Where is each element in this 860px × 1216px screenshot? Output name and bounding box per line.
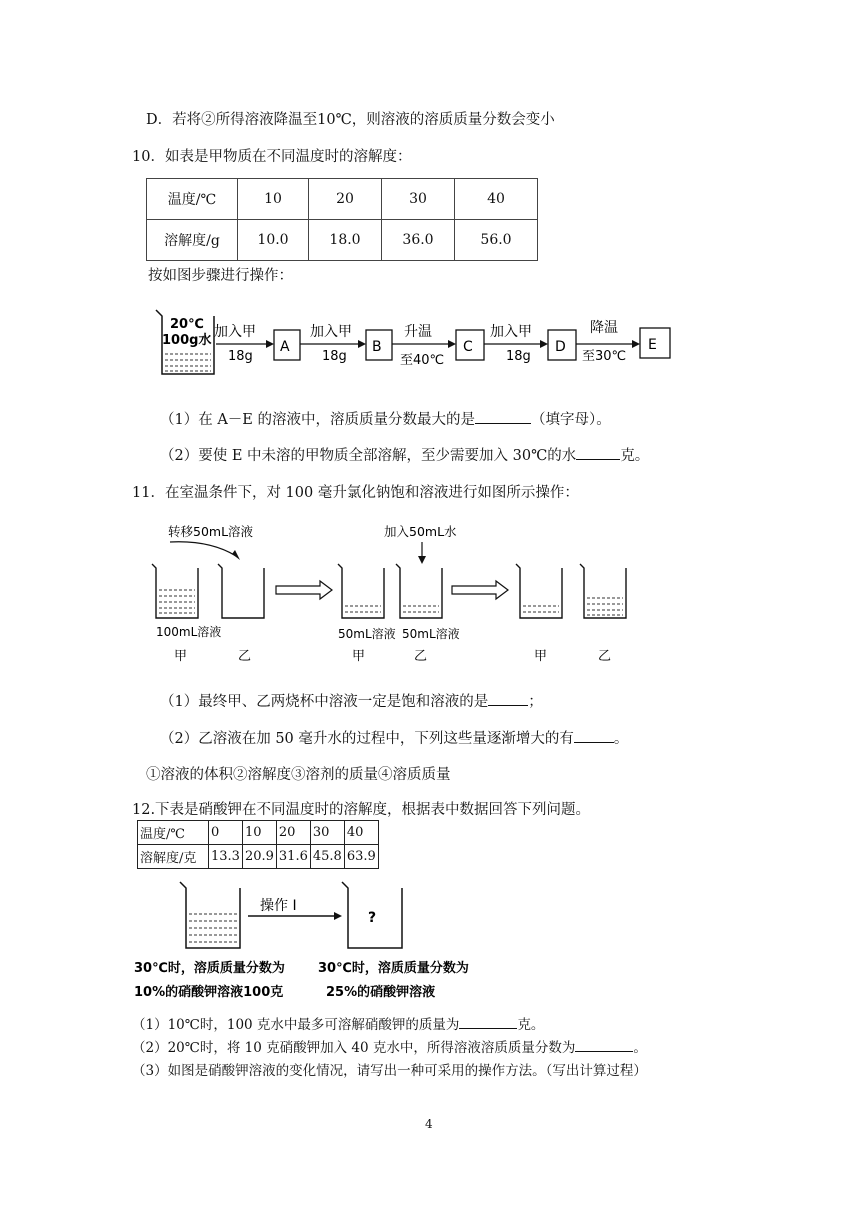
solution-hatching (165, 354, 211, 371)
step5-top-label: 降温 (590, 320, 618, 336)
label-jia-3: 甲 (534, 649, 548, 664)
table-cell: 10.0 (238, 220, 309, 261)
table-header-cell: 温度/℃ (138, 821, 209, 845)
beaker-icon (180, 882, 240, 948)
table-cell: 56.0 (455, 220, 538, 261)
arrow-icon (334, 912, 342, 920)
arrow-icon (266, 340, 274, 348)
hollow-arrow-icon (452, 581, 508, 599)
q9-option-d: D．若将②所得溶液降温至10℃，则溶液的溶质质量分数会变小 (146, 112, 555, 128)
answer-blank[interactable] (488, 691, 528, 706)
table-cell: 30 (310, 821, 344, 845)
q11-stem: 11．在室温条件下，对 100 毫升氯化钠饱和溶液进行如图所示操作： (132, 485, 579, 501)
arrow-icon (540, 340, 548, 348)
box-e-label: E (648, 337, 657, 353)
answer-blank[interactable] (575, 1037, 633, 1052)
q12-sub1-text: （1）10℃时，100 克水中最多可溶解硝酸钾的质量为 (132, 1017, 460, 1033)
table-cell: 40 (455, 179, 538, 220)
table-cell: 45.8 (310, 845, 344, 869)
beaker-icon (338, 564, 384, 618)
arrow-icon (358, 340, 366, 348)
table-cell: 63.9 (344, 845, 378, 869)
arrow-icon (632, 340, 640, 348)
step1-bottom-label: 18g (228, 349, 253, 364)
table-cell: 20 (309, 179, 382, 220)
beaker-icon (218, 564, 264, 618)
box-d-label: D (555, 339, 566, 355)
hollow-arrow-icon (276, 581, 332, 599)
label-50ml-b: 50mL溶液 (402, 627, 460, 641)
q11-options: ①溶液的体积②溶解度③溶剂的质量④溶质质量 (146, 767, 451, 783)
q12-stem: 12.下表是硝酸钾在不同温度时的溶解度，根据表中数据回答下列问题。 (132, 802, 591, 818)
table-cell: 20.9 (242, 845, 276, 869)
q11-sub1-text: （1）最终甲、乙两烧杯中溶液一定是饱和溶液的是 (160, 694, 489, 710)
answer-blank[interactable] (459, 1014, 517, 1029)
right-caption-1: 30℃时，溶质质量分数为 (318, 961, 469, 976)
table-row (147, 220, 538, 261)
table-cell: 10 (242, 821, 276, 845)
q11-sub1 (160, 690, 543, 711)
q10-sub2-text: （2）要使 E 中未溶的甲物质全部溶解，至少需要加入 30℃的水 (160, 448, 577, 464)
table-cell: 40 (344, 821, 378, 845)
label-100ml: 100mL溶液 (156, 625, 222, 639)
left-caption-2: 10%的硝酸钾溶液100克 (134, 985, 284, 1000)
step5-bottom-label: 至30℃ (582, 349, 627, 364)
q12-sub3: （3）如图是硝酸钾溶液的变化情况，请写出一种可采用的操作方法。（写出计算过程） (132, 1063, 647, 1079)
q11-sub1-suffix: ； (528, 694, 543, 710)
q10-solubility-table (146, 178, 538, 261)
q10-stem: 10．如表是甲物质在不同温度时的溶解度： (132, 149, 412, 165)
arrow-down-icon (418, 556, 426, 564)
table-header-cell: 温度/℃ (147, 179, 238, 220)
label-yi-1: 乙 (238, 649, 252, 664)
beaker-water-label: 100g水 (162, 333, 212, 348)
arrow-icon (448, 340, 456, 348)
q12-sub2-text: （2）20℃时，将 10 克硝酸钾加入 40 克水中，所得溶液溶质质量分数为 (132, 1040, 576, 1056)
q12-solubility-table (137, 820, 379, 869)
operation-label: 操作 I (260, 898, 297, 914)
table-cell: 10 (238, 179, 309, 220)
beaker-icon (516, 564, 562, 618)
q11-sub2-text: （2）乙溶液在加 50 毫升水的过程中，下列这些量逐渐增大的有 (160, 731, 574, 747)
q10-sub2 (160, 444, 649, 465)
q12-sub1-suffix: 克。 (517, 1017, 545, 1033)
q12-sub2-suffix: 。 (633, 1040, 647, 1056)
table-row (147, 179, 538, 220)
step4-bottom-label: 18g (506, 349, 531, 364)
table-cell: 31.6 (276, 845, 310, 869)
label-jia-1: 甲 (174, 649, 188, 664)
transfer-label: 转移50mL溶液 (168, 524, 254, 539)
q11-process-diagram (140, 518, 660, 668)
q10-sub1-suffix: （填字母）。 (531, 412, 611, 428)
beaker-icon (152, 564, 198, 618)
q10-instruction: 按如图步骤进行操作： (148, 268, 293, 284)
q11-sub2-suffix: 。 (613, 731, 629, 747)
q10-process-diagram (150, 300, 690, 380)
q10-sub2-suffix: 克。 (620, 448, 650, 464)
label-50ml-a: 50mL溶液 (338, 627, 396, 641)
step4-top-label: 加入甲 (490, 324, 532, 340)
page-number: 4 (425, 1117, 433, 1131)
step2-top-label: 加入甲 (310, 324, 352, 340)
q12-process-diagram (130, 874, 510, 1004)
label-jia-2: 甲 (352, 649, 366, 664)
q12-sub1 (132, 1013, 544, 1033)
answer-blank[interactable] (475, 409, 531, 424)
q12-sub2 (132, 1036, 647, 1056)
table-header-cell: 溶解度/克 (138, 845, 209, 869)
table-header-cell: 溶解度/g (147, 220, 238, 261)
table-cell: 20 (276, 821, 310, 845)
box-a-label: A (280, 339, 290, 355)
q10-sub1-text: （1）在 A－E 的溶液中，溶质质量分数最大的是 (160, 412, 475, 428)
table-cell: 18.0 (309, 220, 382, 261)
beaker-temp-label: 20℃ (170, 317, 204, 332)
label-yi-3: 乙 (598, 649, 612, 664)
table-cell: 30 (382, 179, 455, 220)
box-c-label: C (463, 339, 473, 355)
step3-top-label: 升温 (404, 324, 432, 340)
answer-blank[interactable] (576, 445, 620, 460)
q10-sub1 (160, 408, 611, 429)
table-cell: 36.0 (382, 220, 455, 261)
step2-bottom-label: 18g (322, 349, 347, 364)
beaker-icon (396, 564, 442, 618)
add-water-label: 加入50mL水 (384, 524, 457, 539)
question-mark-label: ? (368, 910, 377, 926)
left-caption-1: 30℃时，溶质质量分数为 (134, 961, 285, 976)
answer-blank[interactable] (574, 728, 614, 743)
table-row (138, 821, 379, 845)
table-cell: 13.3 (209, 845, 243, 869)
label-yi-2: 乙 (414, 649, 428, 664)
box-b-label: B (372, 339, 382, 355)
q11-sub2 (160, 727, 628, 748)
step1-top-label: 加入甲 (214, 324, 256, 340)
table-row (138, 845, 379, 869)
right-caption-2: 25%的硝酸钾溶液 (326, 985, 436, 1000)
step3-bottom-label: 至40℃ (400, 353, 445, 368)
table-cell: 0 (209, 821, 243, 845)
